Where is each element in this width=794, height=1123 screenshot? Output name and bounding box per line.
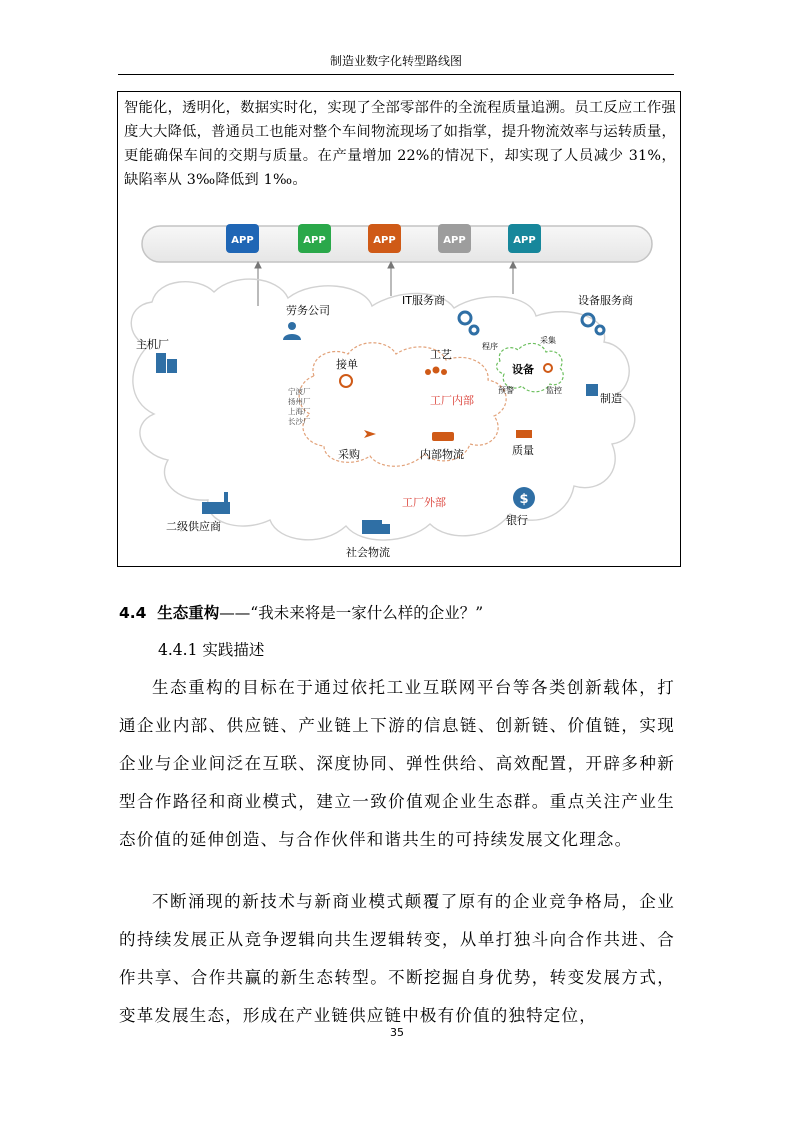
order-icon	[340, 375, 352, 387]
inner-cloud	[299, 343, 506, 467]
quality-icon	[516, 430, 532, 438]
factory-outside-label: 工厂外部	[402, 496, 446, 509]
factory-4-label: 长沙厂	[288, 417, 311, 426]
app-tile-4	[438, 224, 471, 253]
factory-icon	[202, 492, 230, 514]
factory-inside-label: 工厂内部	[430, 394, 474, 407]
dollar-icon	[513, 487, 535, 509]
outer-cloud	[131, 279, 635, 540]
truck-icon	[432, 432, 454, 441]
secondary-supplier-label: 二级供应商	[166, 520, 221, 533]
app-tile-3	[368, 224, 401, 253]
oem-label: 主机厂	[136, 338, 169, 351]
gear-icon	[459, 312, 478, 334]
case-box-text	[124, 96, 676, 192]
manufacturing-label: 制造	[600, 392, 622, 405]
monitor-label: 监控	[546, 386, 562, 395]
gear-icon	[582, 314, 604, 334]
team-icon	[425, 367, 447, 376]
collect-label: 采集	[540, 336, 556, 345]
factory-2-label: 扬州厂	[288, 397, 311, 406]
body-paragraph-1	[119, 669, 675, 859]
case-box	[117, 91, 681, 567]
purchase-label: 采购	[338, 448, 360, 461]
body-paragraph-2	[119, 883, 675, 1035]
social-logistics-label: 社会物流	[346, 546, 390, 559]
svg-text:APP: APP	[443, 235, 466, 246]
paragraph: 不断涌现的新技术与新商业模式颠覆了原有的企业竞争格局，企业的持续发展正从竞争逻辑向共生逻辑转变，从单打独斗向合作共进、合作共享、合作共赢的新生态转型。不断挖掘自身优势，转变发展方式，变革发展生态，形成在产业链供应链中极有价值的独特定位，	[119, 892, 675, 1025]
plane-icon	[364, 430, 376, 438]
header-rule	[118, 74, 674, 75]
section-quote: “我未来将是一家什么样的企业？”	[250, 604, 484, 622]
section-number: 4.4	[119, 604, 147, 622]
order-label: 接单	[336, 358, 358, 371]
bank-label: 银行	[506, 514, 528, 527]
program-label: 程序	[482, 342, 498, 351]
quality-label: 质量	[512, 444, 534, 457]
labor-company-label: 劳务公司	[286, 304, 330, 317]
app-tile-2	[298, 224, 331, 253]
equipment-label: 设备	[512, 363, 534, 376]
it-provider-label: IT服务商	[402, 294, 445, 307]
svg-text:APP: APP	[303, 235, 326, 246]
app-tile-5	[508, 224, 541, 253]
page-number: 35	[390, 1026, 404, 1039]
internal-logistics-label: 内部物流	[420, 448, 464, 461]
case-paragraph: 智能化，透明化，数据实时化，实现了全部零部件的全流程质量追溯。员工反应工作强度大大降低，普通员工也能对整个车间物流现场了如指掌，提升物流效率与运转质量，更能确保车间的交期与质量。在产量增加 22%的情况下，却实现了人员减少 31%，缺陷率从 3‰降低到 1‰。	[124, 100, 676, 188]
svg-text:APP: APP	[373, 235, 396, 246]
running-header: 制造业数字化转型路线图	[329, 54, 462, 68]
section-title	[119, 601, 483, 623]
person-icon	[283, 322, 301, 340]
subsection-title: 4.4.1 实践描述	[158, 641, 265, 659]
section-dash: ——	[219, 604, 251, 622]
app-tile-1	[226, 224, 259, 253]
ecosystem-diagram-svg	[118, 218, 680, 566]
building-icon	[156, 353, 177, 373]
alarm-label: 预警	[498, 386, 514, 395]
equipment-provider-label: 设备服务商	[578, 294, 633, 307]
svg-text:$: $	[519, 492, 529, 507]
factory-1-label: 宁波厂	[288, 387, 311, 396]
factory-icon	[586, 384, 598, 396]
svg-text:APP: APP	[231, 235, 254, 246]
ecosystem-diagram	[118, 218, 680, 566]
section-heading: 生态重构	[157, 604, 220, 622]
svg-text:APP: APP	[513, 235, 536, 246]
truck-icon	[362, 520, 390, 534]
process-label: 工艺	[430, 348, 452, 361]
factory-3-label: 上海厂	[288, 407, 311, 416]
paragraph: 生态重构的目标在于通过依托工业互联网平台等各类创新载体，打通企业内部、供应链、产业链上下游的信息链、创新链、价值链，实现企业与企业间泛在互联、深度协同、弹性供给、高效配置，开辟多种新型合作路径和商业模式，建立一致价值观企业生态群。重点关注产业生态价值的延伸创造、与合作伙伴和谐共生的可持续发展文化理念。	[119, 678, 675, 849]
